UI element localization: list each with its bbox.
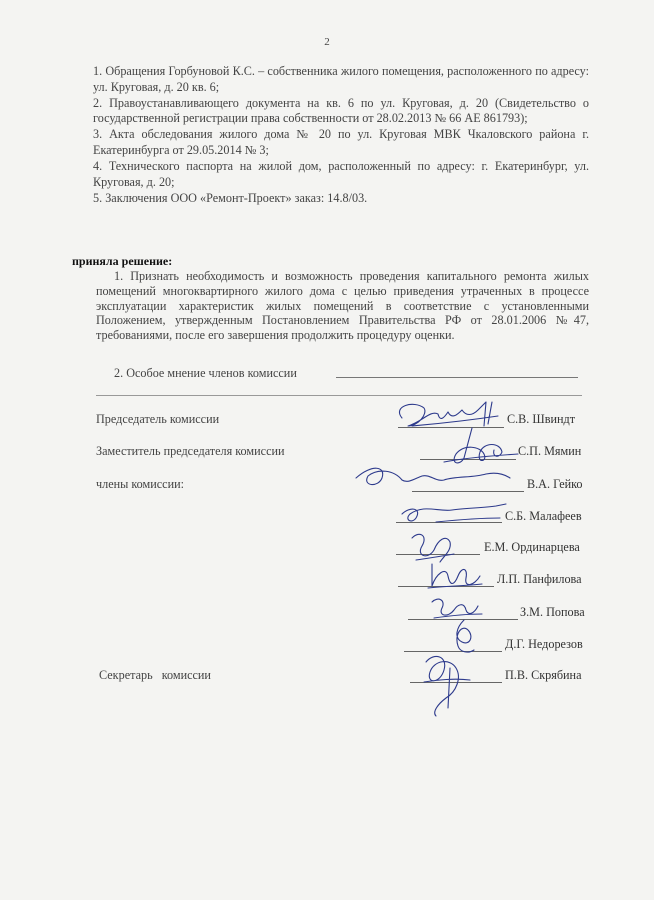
chairman-label: Председатель комиссии	[96, 412, 220, 426]
members-label: члены комиссии:	[96, 477, 185, 491]
document-item: 4. Технического паспорта на жилой дом, расположенный по адресу: г. Екатеринбург, ул. Круговая, д. 20;	[93, 159, 589, 189]
decision-item-1: 1. Признать необходимость и возможность проведения капитального ремонта жилых помещений многоквартирного жилого дома с целью приведения утраченных в процессе эксплуатации характеристик жилых помещений в соответствие с установленными Положением, утвержденным Постановлением Правительства РФ от 28.01.2006 №47, требованиями, после его завершения продолжить процедуру оценки.	[96, 269, 589, 343]
document-item: 5. Заключения ООО «Ремонт-Проект» заказ: 14.8/03.	[93, 190, 368, 205]
member-name: Д.Г. Недорезов	[505, 637, 583, 651]
member-name: С.Б. Малафеев	[505, 509, 582, 523]
member-name: В.А. Гейко	[527, 477, 583, 491]
secretary-signature-icon	[404, 648, 484, 720]
secretary-label: Секретарь комиссии	[99, 668, 211, 682]
member-signature-icon	[346, 458, 514, 498]
secretary-name: П.В. Скрябина	[505, 668, 582, 682]
member-name: Л.П. Панфилова	[497, 572, 582, 586]
member-name: Е.М. Ординарцева	[484, 540, 580, 554]
chairman-name: С.В. Швиндт	[507, 412, 576, 426]
decision-item-2: 2. Особое мнение членов комиссии	[114, 366, 297, 380]
special-opinion-blank	[336, 377, 578, 378]
member-signature-icon	[424, 556, 486, 596]
member-name: З.М. Попова	[520, 605, 585, 619]
deputy-name: С.П. Мямин	[518, 444, 582, 458]
resolution-heading: приняла решение:	[72, 254, 173, 268]
deputy-label: Заместитель председателя комиссии	[96, 444, 285, 458]
document-item: 2. Правоустанавливающего документа на кв. 6 по ул. Круговая, д. 20 (Свидетельство о государственной регистрации права собственности от 28.02.2013 № 66 АЕ 861793);	[93, 95, 589, 126]
document-item: 3. Акта обследования жилого дома № 20 по ул. Круговая МВК Чкаловского района г. Екатеринбурга от 29.05.2014 № 3;	[93, 127, 589, 157]
page-number: 2	[324, 36, 330, 48]
documents-list	[93, 64, 589, 207]
divider	[96, 395, 582, 396]
document-item: 1. Обращения Горбуновой К.С. – собственника жилого помещения, расположенного по адресу: ул. Круговая, д. 20 кв. 6;	[93, 64, 589, 94]
